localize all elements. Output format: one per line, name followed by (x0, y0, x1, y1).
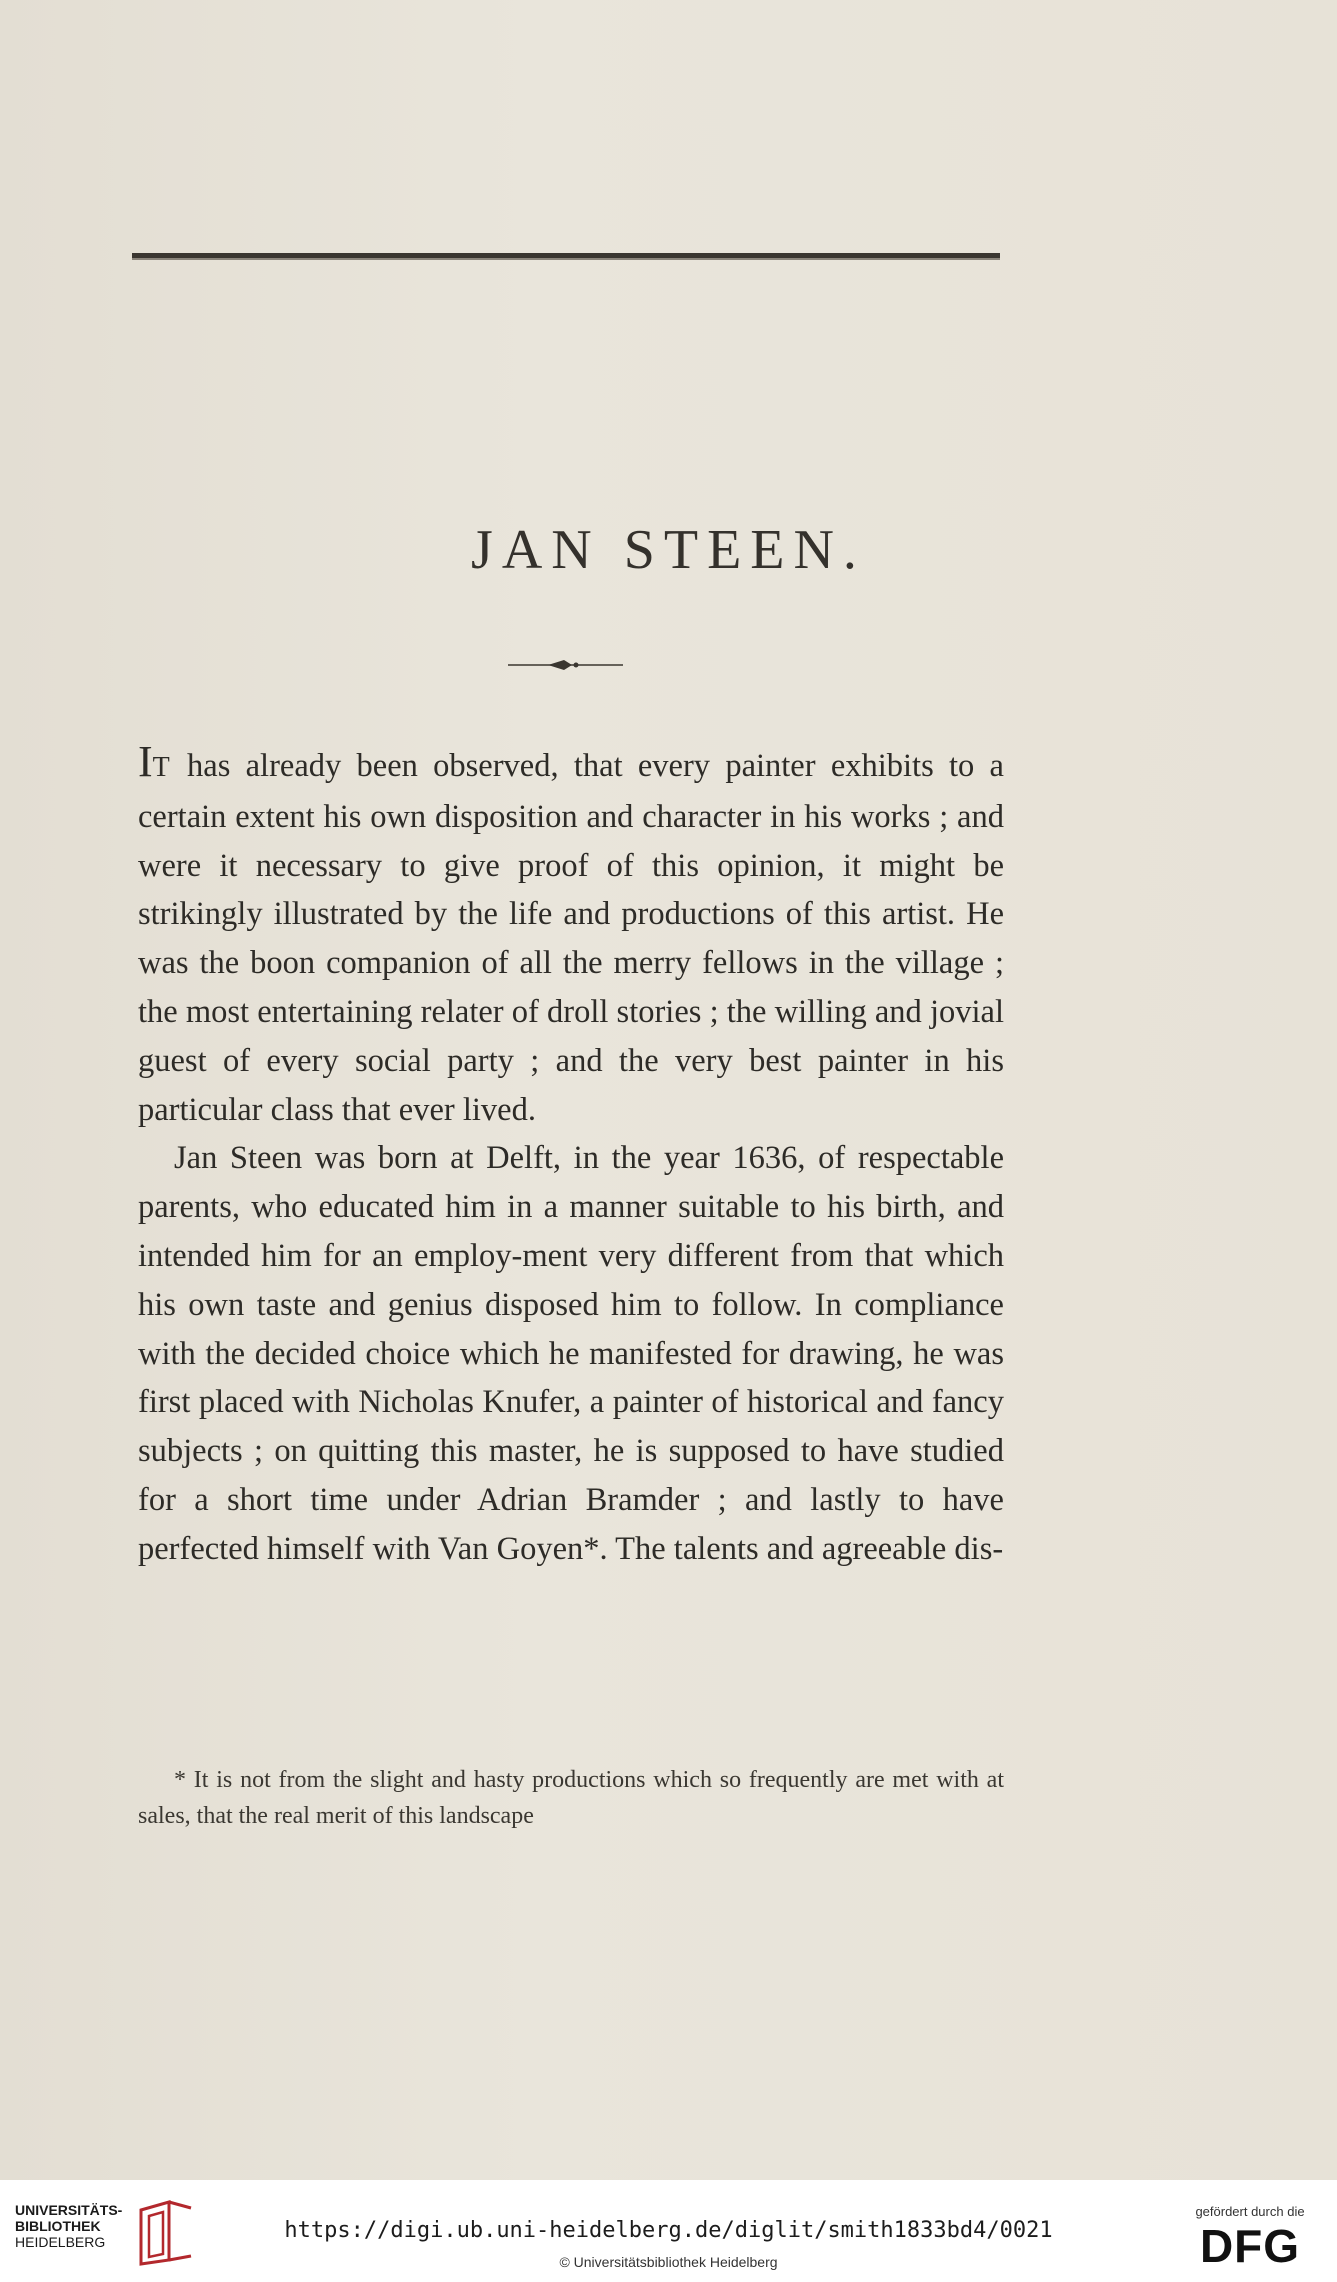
footnote-mark: * (174, 1767, 186, 1793)
library-name-line-2: BIBLIOTHEK (15, 2218, 101, 2234)
paragraph-2-text: Jan Steen was born at Delft, in the year 1636, of respectable parents, who educated him in a manner suitable to his birth, and intended him for an employ-ment very different from that which his own taste and genius disposed him to follow. In compliance with the decided choice which he manifested for drawing, he was first placed with Nicholas Knufer, a painter of historical and fancy subjects ; on quitting this master, he is supposed to have studied for a short time under Adrian Bramder ; and lastly to have perfected himself with Van Goyen*. The talents and agreeable dis- (138, 1140, 1004, 1567)
paragraph-1 (138, 738, 1004, 1134)
paragraph-2 (138, 1134, 1004, 1573)
dfg-logo: DFG (1199, 2220, 1301, 2272)
ornament-divider-icon (508, 657, 623, 673)
drop-cap: I (138, 737, 153, 786)
small-caps: T (152, 752, 172, 783)
footnote (138, 1762, 1004, 1834)
copyright-notice: © Universitätsbibliothek Heidelberg (559, 2254, 778, 2270)
body-text (138, 738, 1004, 1574)
page-title: JAN STEEN. (471, 519, 866, 581)
top-rule (132, 253, 1000, 260)
library-name-line-1: UNIVERSITÄTS- (15, 2202, 123, 2218)
permalink-url[interactable]: https://digi.ub.uni-heidelberg.de/diglit/smith1833bd4/0021 (284, 2218, 1053, 2243)
paragraph-1-text: has already been observed, that every painter exhibits to a certain extent his own disposition and character in his works ; and were it necessary to give proof of this opinion, it might be strikingly illustrated by the life and productions of this artist. He was the boon companion of all the merry fellows in the village ; the most entertaining relater of droll stories ; the willing and jovial guest of every social party ; and the very best painter in his particular class that ever lived. (138, 748, 1004, 1128)
funding-label: gefördert durch die (1195, 2204, 1305, 2219)
footer-bar (0, 2180, 1337, 2282)
funding-logo[interactable] (1185, 2204, 1315, 2272)
footnote-text: It is not from the slight and hasty productions which so frequently are met with at sales, that the real merit of this landscape (138, 1767, 1004, 1829)
library-name-line-3: HEIDELBERG (15, 2234, 106, 2250)
